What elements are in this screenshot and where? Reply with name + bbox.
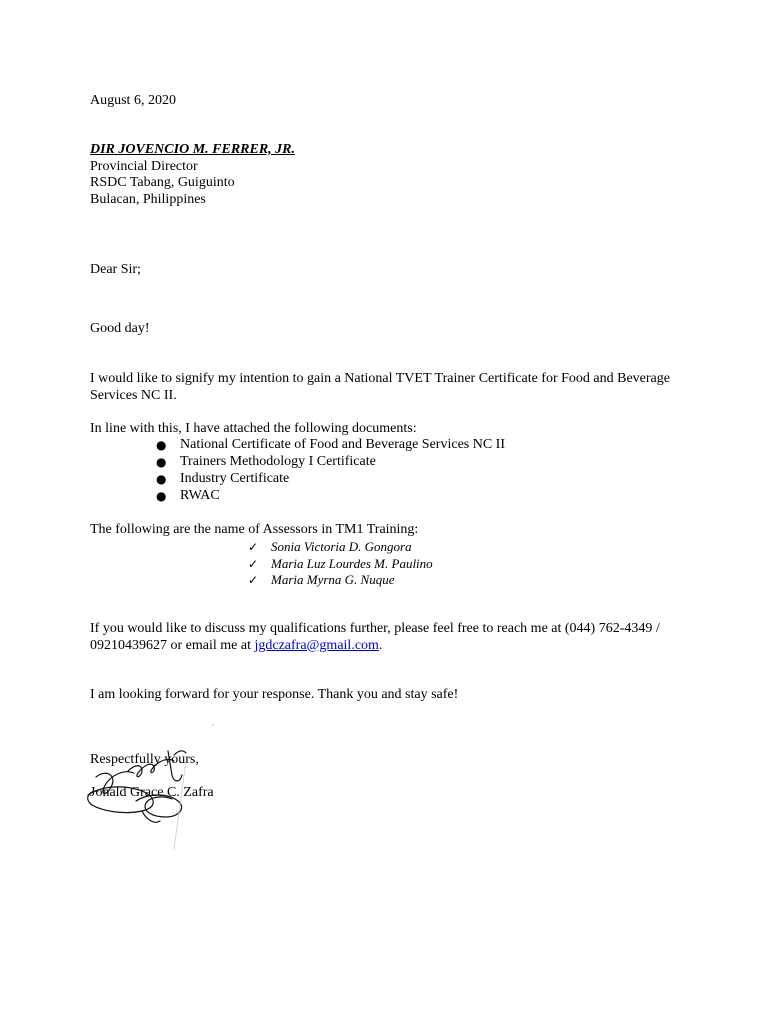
document-label: National Certificate of Food and Beverage Services NC II — [180, 437, 506, 452]
document-item — [156, 471, 505, 488]
checkmark-icon: ✓ — [248, 556, 259, 571]
stray-mark — [210, 722, 216, 728]
assessor-name: Maria Myrna G. Nuque — [271, 572, 395, 587]
document-label: Industry Certificate — [180, 471, 290, 486]
recipient-title: Provincial Director — [90, 158, 198, 174]
salutation: Dear Sir; — [90, 262, 141, 277]
documents-list — [156, 437, 505, 505]
document-label: RWAC — [180, 488, 220, 503]
contact-paragraph — [90, 621, 660, 654]
greeting: Good day! — [90, 321, 150, 336]
document-item — [156, 488, 505, 505]
assessors-list — [248, 539, 433, 589]
recipient-name: DIR JOVENCIO M. FERRER, JR. — [90, 142, 296, 157]
signoff: Respectfully yours, — [90, 752, 199, 767]
recipient-address-line1: RSDC Tabang, Guiguinto — [90, 175, 235, 190]
assessor-item — [248, 556, 433, 573]
letter-date: August 6, 2020 — [90, 93, 176, 108]
contact-text-line1: If you would like to discuss my qualifications further, please feel free to reach me at (044) 762-4349 / — [90, 621, 660, 636]
bullet-icon: ● — [156, 489, 167, 503]
contact-text-end: . — [378, 637, 383, 653]
recipient-block — [90, 142, 295, 208]
assessor-name: Sonia Victoria D. Gongora — [271, 539, 412, 554]
bullet-icon: ● — [156, 455, 167, 469]
letter-page — [90, 0, 680, 1024]
assessors-intro: The following are the name of Assessors in TM1 Training: — [90, 522, 419, 537]
checkmark-icon: ✓ — [248, 540, 259, 554]
signer-name: Jonald Grace C. Zafra — [90, 785, 214, 800]
recipient-address-line2: Bulacan, Philippines — [90, 191, 206, 207]
assessor-item — [248, 539, 433, 556]
documents-intro: In line with this, I have attached the following documents: — [90, 421, 417, 436]
closing-line: I am looking forward for your response. Thank you and stay safe! — [90, 687, 459, 702]
email-link[interactable]: jgdczafra@gmail.com — [254, 637, 379, 653]
assessor-name: Maria Luz Lourdes M. Paulino — [271, 555, 433, 571]
assessor-item — [248, 572, 433, 589]
intent-paragraph: I would like to signify my intention to gain a National TVET Trainer Certificate for Food and Beverage Services NC II. — [90, 371, 670, 403]
document-item — [156, 437, 505, 454]
bullet-icon: ● — [156, 438, 167, 452]
bullet-icon: ● — [156, 472, 167, 486]
document-label: Trainers Methodology I Certificate — [180, 454, 376, 469]
checkmark-icon: ✓ — [248, 573, 259, 587]
contact-text-line2: 09210439627 or email me at — [90, 637, 255, 653]
document-item — [156, 454, 505, 471]
